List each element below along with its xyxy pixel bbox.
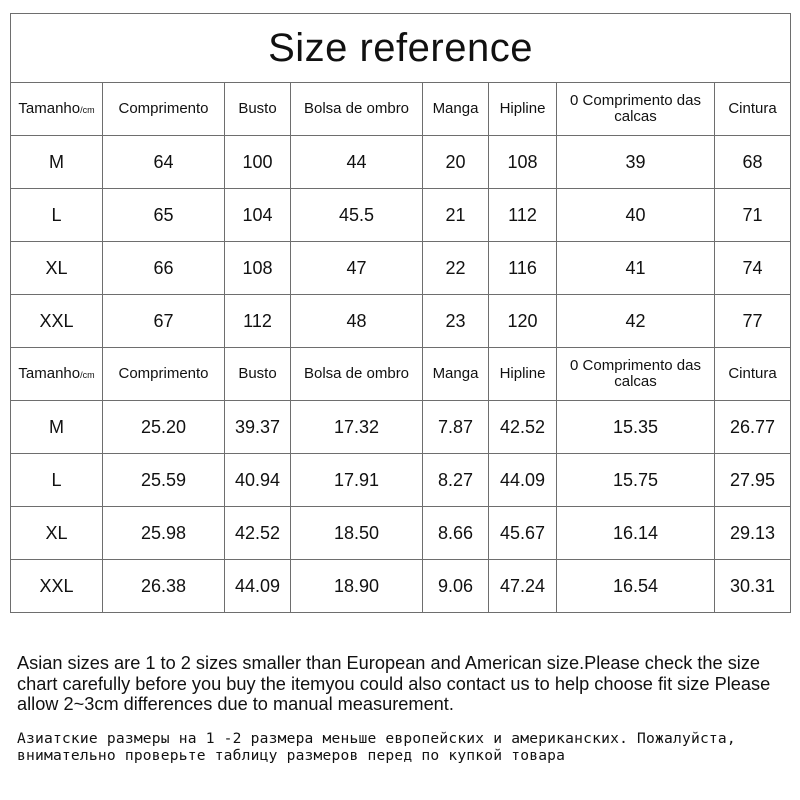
measurement-cell: 25.98 bbox=[103, 507, 225, 560]
measurement-cell: 40.94 bbox=[225, 454, 291, 507]
column-header-label: Busto bbox=[238, 365, 277, 382]
column-header-label: Manga bbox=[432, 100, 479, 117]
measurement-cell: 23 bbox=[423, 295, 489, 348]
measurement-cell: 48 bbox=[291, 295, 423, 348]
measurement-cell: 77 bbox=[715, 295, 791, 348]
size-note-english: Asian sizes are 1 to 2 sizes smaller than European and American size.Please check the size chart carefully before you buy the itemyou could also contact us to help choose fit size Please allow 2~3cm differences due to manual measurement. bbox=[17, 653, 771, 714]
column-header-label: Tamanho bbox=[18, 99, 81, 117]
measurement-cell: 27.95 bbox=[715, 454, 791, 507]
measurement-cell: 108 bbox=[225, 242, 291, 295]
measurement-cell: 22 bbox=[423, 242, 489, 295]
measurement-cell: 15.35 bbox=[557, 401, 715, 454]
measurement-cell: 8.27 bbox=[423, 454, 489, 507]
measurement-cell: 44.09 bbox=[489, 454, 557, 507]
measurement-cell: 21 bbox=[423, 189, 489, 242]
measurement-cell: 120 bbox=[489, 295, 557, 348]
measurement-cell: 25.59 bbox=[103, 454, 225, 507]
table-header-row bbox=[11, 348, 791, 401]
measurement-cell: 15.75 bbox=[557, 454, 715, 507]
table-header-row bbox=[11, 83, 791, 136]
column-header bbox=[489, 83, 557, 136]
measurement-cell: 66 bbox=[103, 242, 225, 295]
column-header bbox=[557, 83, 715, 136]
measurement-cell: 18.90 bbox=[291, 560, 423, 613]
measurement-cell: 45.67 bbox=[489, 507, 557, 560]
measurement-cell: 44 bbox=[291, 136, 423, 189]
table-row bbox=[11, 295, 791, 348]
size-label-cell: L bbox=[11, 189, 103, 242]
column-header-label: Comprimento bbox=[118, 365, 209, 382]
measurement-cell: 42.52 bbox=[489, 401, 557, 454]
size-label-cell: L bbox=[11, 454, 103, 507]
measurement-cell: 47.24 bbox=[489, 560, 557, 613]
measurement-cell: 68 bbox=[715, 136, 791, 189]
column-header bbox=[291, 348, 423, 401]
column-header bbox=[225, 83, 291, 136]
table-row bbox=[11, 560, 791, 613]
measurement-cell: 104 bbox=[225, 189, 291, 242]
measurement-cell: 29.13 bbox=[715, 507, 791, 560]
column-header bbox=[103, 348, 225, 401]
column-header bbox=[103, 83, 225, 136]
column-header bbox=[225, 348, 291, 401]
measurement-cell: 41 bbox=[557, 242, 715, 295]
size-label-cell: XXL bbox=[11, 295, 103, 348]
column-header bbox=[11, 83, 103, 136]
column-header-label: Bolsa de ombro bbox=[303, 100, 410, 117]
measurement-cell: 74 bbox=[715, 242, 791, 295]
measurement-cell: 71 bbox=[715, 189, 791, 242]
size-label-cell: XL bbox=[11, 507, 103, 560]
unit-label: /cm bbox=[80, 369, 95, 380]
measurement-cell: 30.31 bbox=[715, 560, 791, 613]
column-header-label: Tamanho bbox=[18, 364, 81, 382]
column-header-label: Hipline bbox=[499, 365, 546, 382]
column-header bbox=[715, 348, 791, 401]
size-table bbox=[10, 13, 791, 613]
table-row bbox=[11, 401, 791, 454]
column-header-label: Cintura bbox=[728, 100, 777, 117]
measurement-cell: 42 bbox=[557, 295, 715, 348]
table-row bbox=[11, 242, 791, 295]
table-row bbox=[11, 189, 791, 242]
column-header-label: Manga bbox=[432, 365, 479, 382]
size-label-cell: XXL bbox=[11, 560, 103, 613]
measurement-cell: 42.52 bbox=[225, 507, 291, 560]
measurement-cell: 18.50 bbox=[291, 507, 423, 560]
column-header bbox=[291, 83, 423, 136]
column-header-label: 0 Comprimento das calcas bbox=[570, 92, 701, 125]
measurement-cell: 17.91 bbox=[291, 454, 423, 507]
measurement-cell: 47 bbox=[291, 242, 423, 295]
measurement-cell: 116 bbox=[489, 242, 557, 295]
measurement-cell: 45.5 bbox=[291, 189, 423, 242]
column-header-label: 0 Comprimento das calcas bbox=[570, 357, 701, 390]
measurement-cell: 65 bbox=[103, 189, 225, 242]
measurement-cell: 25.20 bbox=[103, 401, 225, 454]
measurement-cell: 17.32 bbox=[291, 401, 423, 454]
column-header bbox=[423, 348, 489, 401]
table-row bbox=[11, 136, 791, 189]
measurement-cell: 100 bbox=[225, 136, 291, 189]
measurement-cell: 40 bbox=[557, 189, 715, 242]
size-label-cell: XL bbox=[11, 242, 103, 295]
measurement-cell: 16.54 bbox=[557, 560, 715, 613]
column-header-label: Busto bbox=[238, 100, 277, 117]
measurement-cell: 64 bbox=[103, 136, 225, 189]
measurement-cell: 39 bbox=[557, 136, 715, 189]
measurement-cell: 26.38 bbox=[103, 560, 225, 613]
size-label-cell: M bbox=[11, 401, 103, 454]
column-header bbox=[423, 83, 489, 136]
column-header bbox=[715, 83, 791, 136]
measurement-cell: 112 bbox=[489, 189, 557, 242]
measurement-cell: 67 bbox=[103, 295, 225, 348]
measurement-cell: 8.66 bbox=[423, 507, 489, 560]
unit-label: /cm bbox=[80, 104, 95, 115]
column-header-label: Comprimento bbox=[118, 100, 209, 117]
measurement-cell: 9.06 bbox=[423, 560, 489, 613]
measurement-cell: 44.09 bbox=[225, 560, 291, 613]
measurement-cell: 16.14 bbox=[557, 507, 715, 560]
column-header-label: Hipline bbox=[499, 100, 546, 117]
measurement-cell: 112 bbox=[225, 295, 291, 348]
measurement-cell: 26.77 bbox=[715, 401, 791, 454]
size-chart bbox=[10, 13, 790, 613]
column-header bbox=[557, 348, 715, 401]
column-header-label: Bolsa de ombro bbox=[303, 365, 410, 382]
table-row bbox=[11, 507, 791, 560]
table-row bbox=[11, 454, 791, 507]
size-note-russian: Азиатские размеры на 1 -2 размера меньше европейских и американских. Пожалуйста, внимательно проверьте таблицу размеров перед по купкой товара bbox=[17, 730, 736, 764]
column-header-label: Cintura bbox=[728, 365, 777, 382]
measurement-cell: 108 bbox=[489, 136, 557, 189]
column-header bbox=[11, 348, 103, 401]
measurement-cell: 7.87 bbox=[423, 401, 489, 454]
column-header bbox=[489, 348, 557, 401]
page-title: Size reference bbox=[11, 14, 791, 83]
measurement-cell: 20 bbox=[423, 136, 489, 189]
measurement-cell: 39.37 bbox=[225, 401, 291, 454]
size-label-cell: M bbox=[11, 136, 103, 189]
